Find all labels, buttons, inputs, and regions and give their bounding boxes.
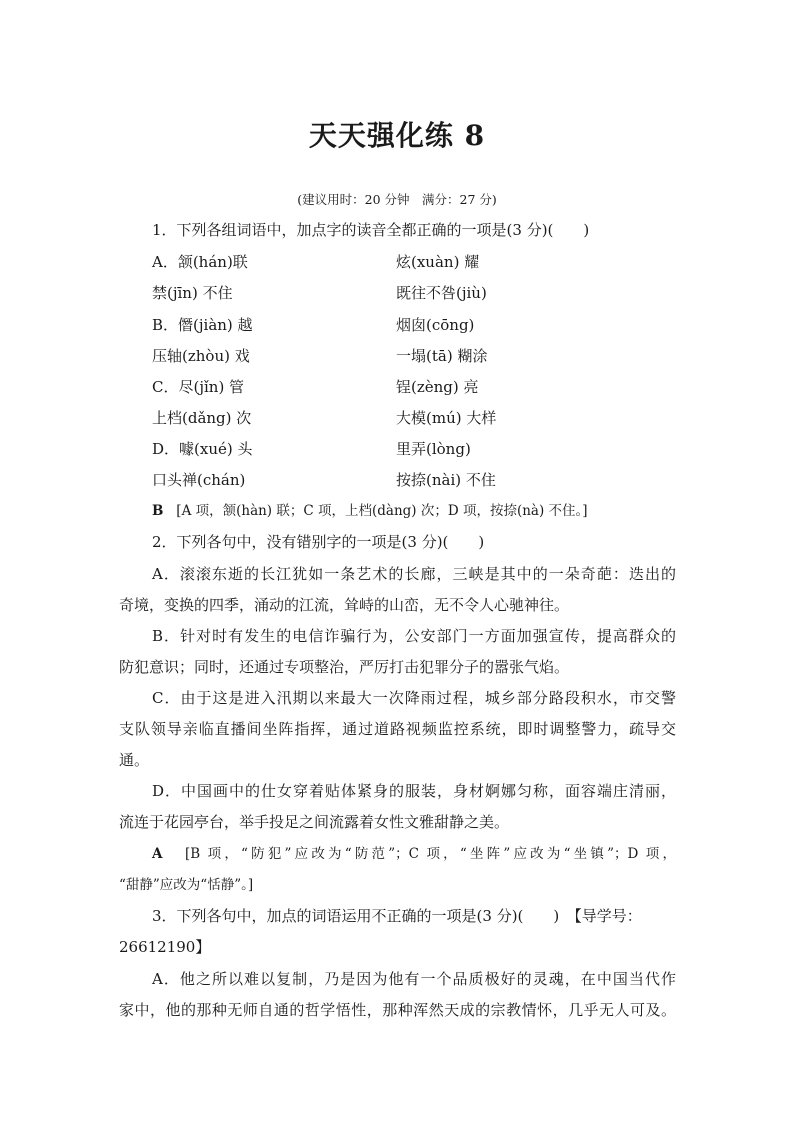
q2-stem: 2．下列各句中，没有错别字的一项是(3 分)( ) xyxy=(152,533,485,551)
q1-answer-explanation: [A 项，颔(hàn) 联；C 项，上档(dàng) 次；D 项，按捺(nà) 不住。] xyxy=(176,503,588,519)
q2-option-c-line3: 通。 xyxy=(119,751,150,769)
q1-stem: 1．下列各组词语中，加点字的读音全都正确的一项是(3 分)( ) xyxy=(152,221,590,239)
q2-answer-explanation: [B 项，“防犯”应改为“防范”；C 项，“坐阵”应改为“坐镇”；D 项， xyxy=(184,846,676,862)
q1-option-row: 炫(xuàn) 耀 xyxy=(396,253,480,271)
q1-option-row: B．僭(jiàn) 越 xyxy=(152,316,253,334)
q3-stem-line2: 26612190】 xyxy=(119,938,211,956)
q3-option-a-line2: 家中，他的那种无师自通的哲学悟性，那种浑然天成的宗教情怀，几乎无人可及。 xyxy=(119,1001,676,1019)
q2-option-d-line2: 流连于花园亭台，举手投足之间流露着女性文雅甜静之美。 xyxy=(119,813,510,831)
q2-option-a-line1: A．滚滚东逝的长江犹如一条艺术的长廊，三峡是其中的一朵奇葩：迭出的 xyxy=(152,565,676,583)
q2-option-d-line1: D．中国画中的仕女穿着贴体紧身的服装，身材婀娜匀称，面容端庄清丽， xyxy=(152,782,676,800)
q1-option-row: 既往不咎(jiù) xyxy=(396,284,487,302)
q1-option-row: 按捺(nài) 不住 xyxy=(396,471,496,489)
q1-option-row: 一塌(tā) 糊涂 xyxy=(396,347,488,365)
q2-option-b-line2: 防犯意识；同时，还通过专项整治，严厉打击犯罪分子的嚣张气焰。 xyxy=(119,658,570,676)
q1-option-row: 烟囱(cōng) xyxy=(396,316,475,334)
q2-answer-letter: A xyxy=(152,846,163,862)
q1-option-row: C．尽(jǐn) 管 xyxy=(152,378,245,396)
q2-answer-line2: “甜静”应改为“恬静”。] xyxy=(119,877,254,893)
q3-stem-line1: 3．下列各句中，加点的词语运用不正确的一项是(3 分)( ) 【导学号： xyxy=(152,907,642,925)
q2-option-c-line1: C．由于这是进入汛期以来最大一次降雨过程，城乡部分路段积水，市交警 xyxy=(152,689,676,707)
q1-option-row: 压轴(zhòu) 戏 xyxy=(152,347,250,365)
q2-option-a-line2: 奇境，变换的四季，涌动的江流，耸峙的山峦，无不令人心驰神往。 xyxy=(119,596,570,614)
q2-answer-line1 xyxy=(152,844,676,864)
q1-option-row: 锃(zèng) 亮 xyxy=(396,378,479,396)
q1-answer xyxy=(152,501,588,521)
q1-option-row: 上档(dǎng) 次 xyxy=(152,409,252,427)
q2-option-b-line1: B．针对时有发生的电信诈骗行为，公安部门一方面加强宣传，提高群众的 xyxy=(152,627,676,645)
time-score-note: (建议用时：20 分钟 满分：27 分) xyxy=(297,192,497,207)
q1-option-row: 里弄(lòng) xyxy=(396,440,471,458)
q1-option-row: 大模(mú) 大样 xyxy=(396,409,497,427)
q2-option-c-line2: 支队领导亲临直播间坐阵指挥，通过道路视频监控系统，即时调整警力，疏导交 xyxy=(119,720,676,738)
q1-option-row: 口头禅(chán) xyxy=(152,471,246,489)
q3-option-a-line1: A．他之所以难以复制，乃是因为他有一个品质极好的灵魂，在中国当代作 xyxy=(152,970,676,988)
page-title: 天天强化练 8 xyxy=(308,119,486,152)
q1-option-row: A．颔(hán)联 xyxy=(152,253,248,271)
q1-option-row: D．噱(xué) 头 xyxy=(152,440,253,458)
q1-answer-letter: B xyxy=(152,503,164,519)
q1-option-row: 禁(jīn) 不住 xyxy=(152,284,233,302)
